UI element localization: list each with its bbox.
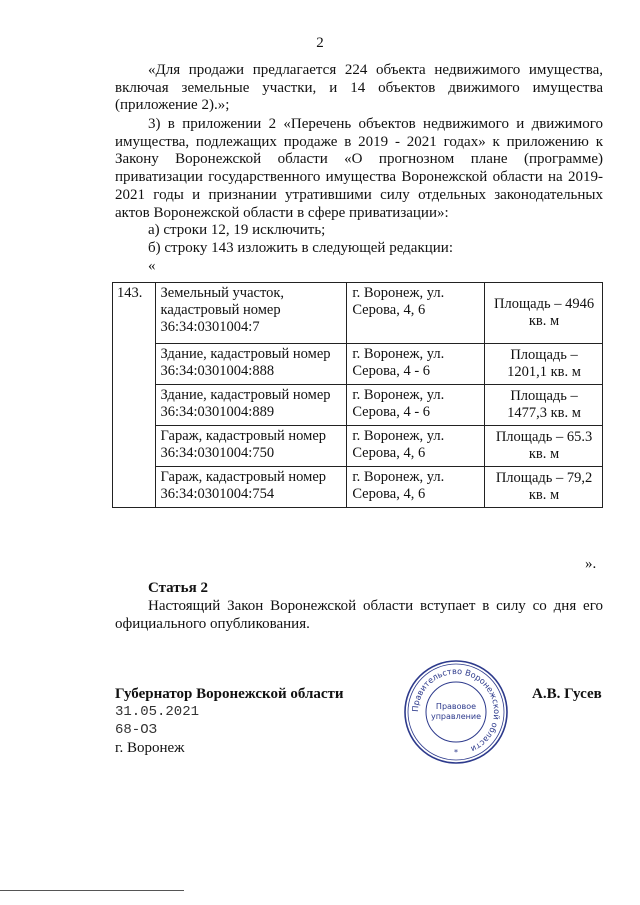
line-b: б) строку 143 изложить в следующей редакции: [148,240,453,256]
line-a: а) строки 12, 19 исключить; [148,222,326,238]
stamp-graphic [402,658,510,766]
stamp-center-line-2: управление [430,712,482,721]
table-row [113,385,603,426]
object-name-cell: Гараж, кадастровый номер 36:34:0301004:754 [155,467,347,508]
address-cell: г. Воронеж, ул. Серова, 4, 6 [347,467,485,508]
open-quote: « [148,258,156,274]
object-name-cell: Здание, кадастровый номер 36:34:0301004:889 [155,385,347,426]
area-cell: Площадь – 1201,1 кв. м [485,344,603,385]
address-cell: г. Воронеж, ул. Серова, 4 - 6 [347,385,485,426]
area-cell: Площадь – 1477,3 кв. м [485,385,603,426]
signer-name: А.В. Гусев [532,686,602,702]
signer-title: Губернатор Воронежской области [115,686,344,702]
object-name-cell: Здание, кадастровый номер 36:34:0301004:888 [155,344,347,385]
object-name-cell: Гараж, кадастровый номер 36:34:0301004:750 [155,426,347,467]
area-cell: Площадь – 4946 кв. м [485,283,603,344]
law-number: 68-ОЗ [115,722,158,738]
table-row [113,426,603,467]
stamp-ring-text: Правительство Воронежской области [409,665,503,755]
object-name-cell: Земельный участок, кадастровый номер 36:34:0301004:7 [155,283,347,344]
law-date: 31.05.2021 [115,704,200,720]
table-row [113,283,603,344]
official-stamp [402,658,510,766]
stamp-star-icon: * [454,748,458,757]
footer-divider [0,890,184,891]
stamp-center-line-1: Правовое [435,702,477,711]
area-cell: Площадь – 79,2 кв. м [485,467,603,508]
address-cell: г. Воронеж, ул. Серова, 4, 6 [347,426,485,467]
paragraph-quote: «Для продажи предлагается 224 объекта недвижимого имущества, включая земельные участки, и 14 объектов движимого имущества (приложение 2).»; [115,62,603,114]
property-table [112,282,603,508]
close-quote: ». [585,556,597,572]
address-cell: г. Воронеж, ул. Серова, 4 - 6 [347,344,485,385]
table-row [113,467,603,508]
page-number: 2 [316,35,324,51]
city: г. Воронеж [115,740,185,756]
paragraph-item-3: 3) в приложении 2 «Перечень объектов недвижимого и движимого имущества, подлежащих продаже в 2019 - 2021 годах» к приложению к Закону Воронежской области «О прогнозном плане (программе) приватизации государственного имущества Воронежской области на 2019-2021 годы и признании утратившими силу отдельных законодательных актов Воронежской области в сфере приватизации»: [115,116,603,221]
article-text: Настоящий Закон Воронежской области вступает в силу со дня его официального опубликования. [115,598,603,632]
table-row [113,344,603,385]
row-number-cell: 143. [113,283,156,508]
address-cell: г. Воронеж, ул. Серова, 4, 6 [347,283,485,344]
article-title: Статья 2 [148,580,208,596]
area-cell: Площадь – 65.3 кв. м [485,426,603,467]
